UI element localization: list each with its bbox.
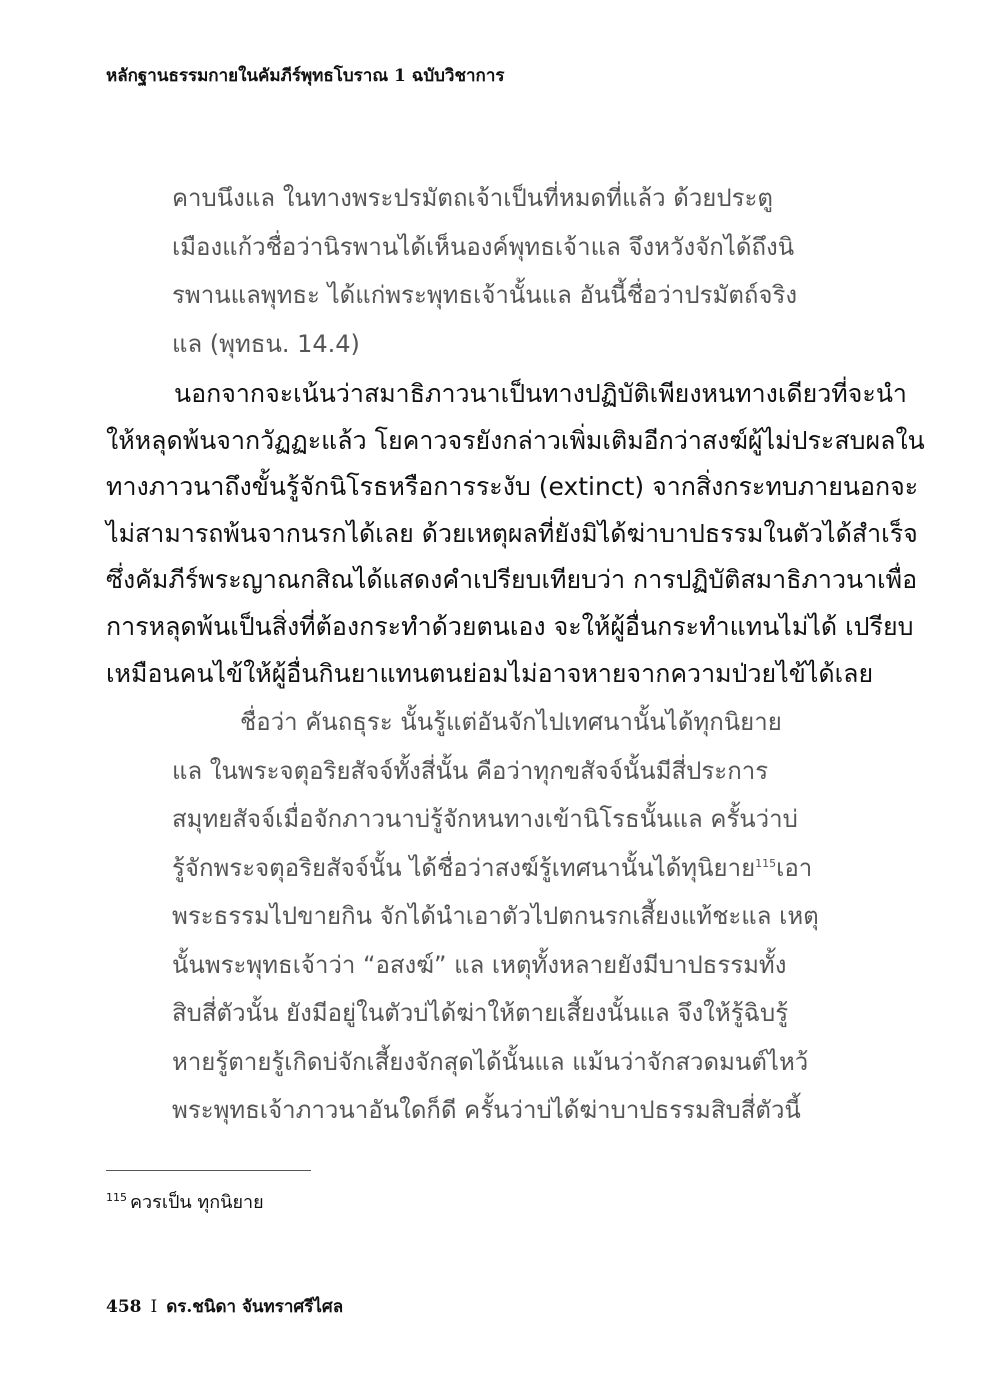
paragraph-line: นอกจากจะเน้นว่าสมาธิภาวนาเป็นทางปฏิบัติเพียงหนทางเดียวที่จะนำ: [174, 379, 907, 408]
quote-line: [172, 844, 822, 893]
paragraph-line: ทางภาวนาถึงขั้นรู้จักนิโรธหรือการระงับ (extinct) จากสิ่งกระทบภายนอกจะ: [106, 472, 919, 502]
footnote-reference[interactable]: 115: [755, 856, 777, 870]
quote-line: พระพุทธเจ้าภาวนาอันใดก็ดี ครั้นว่าบ่ได้ฆ่าบาปธรรมสิบสี่ตัวนี้: [172, 1096, 801, 1124]
footer-separator: I: [150, 1297, 158, 1317]
quote-line: สมุทยสัจจ์เมื่อจักภาวนาบ่รู้จักหนทางเข้านิโรธนั้นแล ครั้นว่าบ่: [172, 805, 798, 833]
block-quote-1: [172, 174, 822, 368]
paragraph-line: เหมือนคนไข้ให้ผู้อื่นกินยาแทนตนย่อมไม่อาจหายจากความป่วยไข้ได้เลย: [106, 658, 874, 688]
footnote: [106, 1187, 264, 1216]
paragraph-line: ให้หลุดพ้นจากวัฏฏะแล้ว โยคาวจรยังกล่าวเพิ่มเติมอีกว่าสงฆ์ผู้ไม่ประสบผลใน: [106, 425, 925, 455]
footnote-divider: [106, 1170, 311, 1171]
paragraph-line: ไม่สามารถพ้นจากนรกได้เลย ด้วยเหตุผลที่ยังมิได้ฆ่าบาปธรรมในตัวได้สำเร็จ: [106, 518, 918, 548]
quote-line: เมืองแก้วชื่อว่านิรพานได้เห็นองค์พุทธเจ้าแล จึงหวังจักได้ถึงนิ: [172, 232, 795, 261]
paragraph-line: การหลุดพ้นเป็นสิ่งที่ต้องกระทำด้วยตนเอง จะให้ผู้อื่นกระทำแทนไม่ได้ เปรียบ: [106, 611, 914, 641]
quote-line: หายรู้ตายรู้เกิดบ่จักเสี้ยงจักสุดได้นั้นแล แม้นว่าจักสวดมนต์ไหว้: [172, 1047, 809, 1076]
quote-line: นั้นพระพุทธเจ้าว่า “อสงฆ์” แล เหตุทั้งหลายยังมีบาปธรรมทั้ง: [172, 950, 787, 979]
running-header-title: หลักฐานธรรมกายในคัมภีร์พุทธโบราณ 1 ฉบับวิชาการ: [106, 66, 505, 86]
quote-line: รพานแลพุทธะ ได้แก่พระพุทธเจ้านั้นแล อันนี้ชื่อว่าปรมัตถ์จริง: [172, 281, 798, 309]
page-footer: [106, 1293, 343, 1320]
quote-line-continuation: เอา: [776, 853, 813, 882]
quote-line: แล (พุทธน. 14.4): [172, 329, 360, 358]
quote-line: พระธรรมไปขายกิน จักได้นำเอาตัวไปตกนรกเสี้ยงแท้ชะแล เหตุ: [172, 902, 819, 930]
footer-author: ดร.ชนิดา จันทราศรีไศล: [166, 1297, 344, 1317]
quote-line-text: รู้จักพระจตุอริยสัจจ์นั้น ได้ชื่อว่าสงฆ์รู้เทศนานั้นได้ทุนิยาย: [172, 853, 756, 882]
block-quote-2: [172, 698, 822, 1135]
footnote-number: 115: [106, 1191, 127, 1204]
page-number: 458: [106, 1297, 142, 1317]
quote-line: คาบนึงแล ในทางพระปรมัตถเจ้าเป็นที่หมดที่แล้ว ด้วยประตู: [172, 184, 773, 212]
quote-line: ชื่อว่า คันถธุระ นั้นรู้แต่อันจักไปเทศนานั้นได้ทุกนิยาย: [240, 708, 782, 736]
quote-line: สิบสี่ตัวนั้น ยังมีอยู่ในตัวบ่ได้ฆ่าให้ตายเสี้ยงนั้นแล จึงให้รู้ฉิบรู้: [172, 999, 789, 1027]
paragraph-line: ซึ่งคัมภีร์พระญาณกสิณได้แสดงคำเปรียบเทียบว่า การปฏิบัติสมาธิภาวนาเพื่อ: [106, 565, 918, 595]
footnote-text: ควรเป็น ทุกนิยาย: [130, 1192, 264, 1213]
body-paragraph: [106, 371, 925, 697]
quote-line: แล ในพระจตุอริยสัจจ์ทั้งสี่นั้น คือว่าทุกขสัจจ์นั้นมีสี่ประการ: [172, 756, 769, 785]
